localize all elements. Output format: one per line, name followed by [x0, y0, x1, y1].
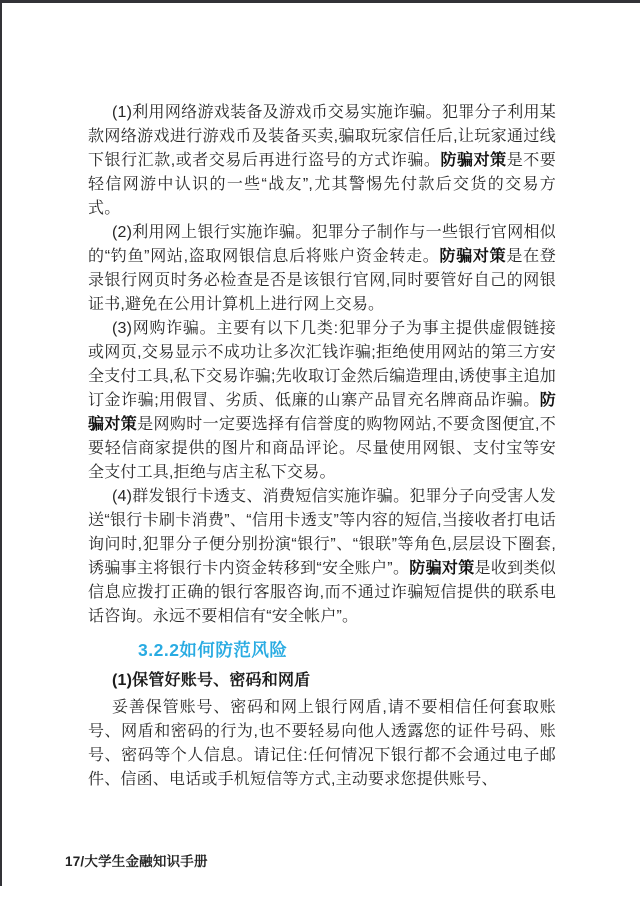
bold-emphasis: 3.2.2如何防范风险: [138, 640, 288, 660]
bold-emphasis: 防骗对策: [439, 248, 507, 265]
section-heading: [138, 639, 556, 661]
body-paragraph: [88, 221, 556, 317]
bold-emphasis: 防骗对策: [88, 392, 556, 433]
bold-emphasis: 防骗对策: [409, 560, 475, 577]
text-run: (3)网购诈骗。主要有以下几类:犯罪分子为事主提供虚假链接或网页,交易显示不成功让多次汇钱诈骗;拒绝使用网站的第三方安全支付工具,私下交易诈骗;先收取订金然后编造理由,诱使事主追加订金诈骗;用假冒、劣质、低廉的山寨产品冒充名牌商品诈骗。: [88, 320, 556, 409]
page-content: [88, 101, 556, 792]
body-paragraph: [88, 101, 556, 221]
text-run: (2)利用网上银行实施诈骗。犯罪分子制作与一些银行官网相似的“钓鱼”网站,盗取网银信息后将账户资金转走。: [88, 224, 556, 265]
text-run: 是网购时一定要选择有信誉度的购物网站,不要贪图便宜,不要轻信商家提供的图片和商品评论。尽量使用网银、支付宝等安全支付工具,拒绝与店主私下交易。: [88, 416, 556, 481]
page-footer: [65, 850, 208, 870]
scan-edge-top: [0, 0, 640, 3]
bold-emphasis: 防骗对策: [440, 152, 507, 169]
page-number-label: 17/大学生金融知识手册: [65, 854, 208, 869]
text-run: 是收到类似信息应拨打正确的银行客服咨询,而不通过诈骗短信提供的联系电话咨询。永远不要相信有“安全帐户”。: [88, 560, 556, 625]
body-paragraph: [88, 696, 556, 792]
bold-emphasis: (1)保管好账号、密码和网盾: [112, 672, 311, 689]
text-run: 是在登录银行网页时务必检查是否是该银行官网,同时要管好自己的网银证书,避免在公用计算机上进行网上交易。: [88, 248, 556, 313]
scan-edge-left: [0, 2, 2, 886]
text-run: (1)利用网络游戏装备及游戏币交易实施诈骗。犯罪分子利用某款网络游戏进行游戏币及装备买卖,骗取玩家信任后,让玩家通过线下银行汇款,或者交易后再进行盗号的方式诈骗。: [88, 104, 556, 169]
text-run: (4)群发银行卡透支、消费短信实施诈骗。犯罪分子向受害人发送“银行卡刷卡消费”、“信用卡透支”等内容的短信,当接收者打电话询问时,犯罪分子便分别扮演“银行”、“银联”等角色,层层设下圈套,诱骗事主将银行卡内资金转移到“安全账户”。: [88, 488, 556, 577]
text-run: 妥善保管账号、密码和网上银行网盾,请不要相信任何套取账号、网盾和密码的行为,也不要轻易向他人透露您的证件号码、账号、密码等个人信息。请记住:任何情况下银行都不会通过电子邮件、信函、电话或手机短信等方式,主动要求您提供账号、: [88, 699, 556, 788]
body-paragraph: [88, 317, 556, 485]
text-run: 是不要轻信网游中认识的一些“战友”,尤其警惕先付款后交货的交易方式。: [88, 152, 556, 217]
body-paragraph: [88, 485, 556, 629]
section-subheading: [88, 669, 556, 693]
